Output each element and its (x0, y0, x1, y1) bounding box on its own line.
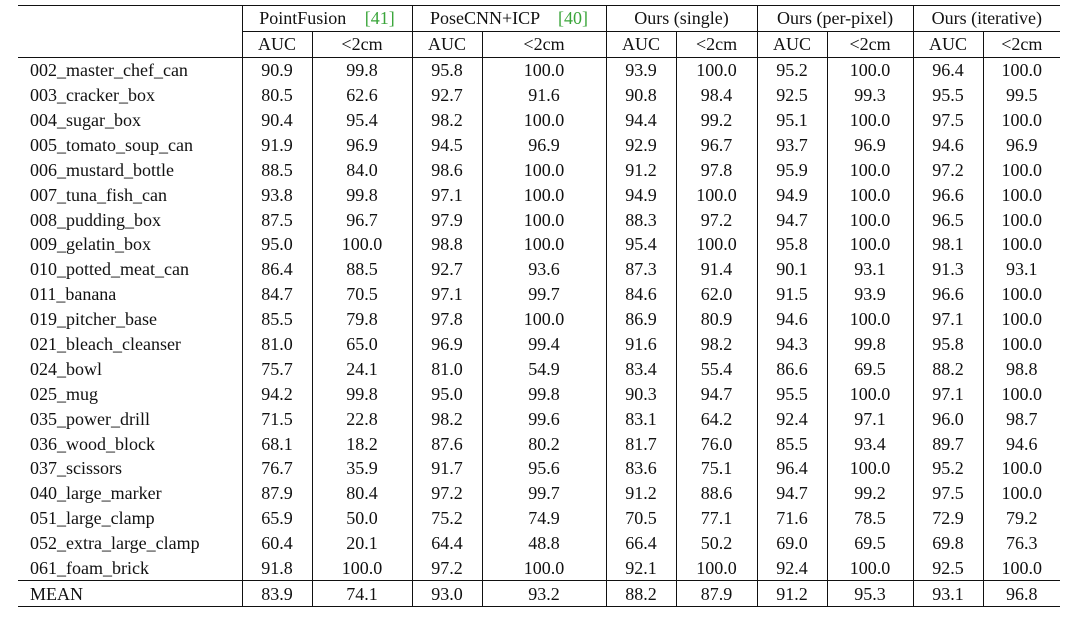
table-row (18, 456, 1060, 481)
auc-value: 95.2 (757, 57, 827, 82)
auc-value: 93.0 (412, 581, 482, 607)
auc-value: 95.5 (913, 83, 983, 108)
auc-value: 98.6 (412, 157, 482, 182)
auc-value: 87.9 (242, 481, 312, 506)
auc-value: 75.2 (412, 506, 482, 531)
under-2cm-value: 91.4 (676, 257, 757, 282)
table-row (18, 307, 1060, 332)
auc-value: 96.6 (913, 282, 983, 307)
table-body (18, 57, 1060, 607)
auc-value: 66.4 (606, 531, 676, 556)
auc-value: 91.7 (412, 456, 482, 481)
auc-value: 93.9 (606, 57, 676, 82)
method-header-pointfusion (242, 6, 412, 32)
under-2cm-value: 93.4 (827, 431, 913, 456)
method-name: PoseCNN+ICP (430, 8, 540, 29)
auc-value: 92.4 (757, 406, 827, 431)
auc-value: 95.0 (242, 232, 312, 257)
auc-value: 91.6 (606, 332, 676, 357)
auc-value: 96.5 (913, 207, 983, 232)
under-2cm-value: 80.9 (676, 307, 757, 332)
object-name: 025_mug (18, 381, 242, 406)
results-table (18, 5, 1060, 607)
auc-value: 90.4 (242, 108, 312, 133)
object-name: 035_power_drill (18, 406, 242, 431)
metric-header-row (18, 31, 1060, 57)
auc-value: 94.9 (757, 182, 827, 207)
under-2cm-value: 100.0 (312, 556, 412, 581)
under-2cm-value: 100.0 (676, 232, 757, 257)
under-2cm-value: 96.7 (312, 207, 412, 232)
metric-2cm-header: <2cm (983, 31, 1060, 57)
under-2cm-value: 100.0 (827, 307, 913, 332)
under-2cm-value: 75.1 (676, 456, 757, 481)
metric-2cm-header: <2cm (827, 31, 913, 57)
auc-value: 97.1 (412, 282, 482, 307)
under-2cm-value: 100.0 (1001, 383, 1043, 404)
under-2cm-value: 100.0 (1001, 309, 1043, 330)
auc-value: 81.0 (242, 332, 312, 357)
under-2cm-value: 79.8 (312, 307, 412, 332)
under-2cm-value: 99.7 (482, 282, 606, 307)
auc-value: 88.5 (242, 157, 312, 182)
auc-value: 68.1 (242, 431, 312, 456)
under-2cm-value: 100.0 (827, 157, 913, 182)
object-name: 061_foam_brick (18, 556, 242, 581)
auc-value: 84.6 (606, 282, 676, 307)
under-2cm-value: 74.1 (312, 581, 412, 607)
under-2cm-value: 99.5 (1006, 85, 1038, 106)
auc-value: 81.7 (606, 431, 676, 456)
auc-value: 83.1 (606, 406, 676, 431)
auc-value: 96.6 (913, 182, 983, 207)
auc-value: 97.2 (412, 481, 482, 506)
header-blank (18, 31, 242, 57)
metric-2cm-header: <2cm (482, 31, 606, 57)
table-row (18, 132, 1060, 157)
under-2cm-value: 95.6 (482, 456, 606, 481)
auc-value: 71.6 (757, 506, 827, 531)
under-2cm-value: 93.1 (827, 257, 913, 282)
auc-value: 91.3 (913, 257, 983, 282)
table-row (18, 481, 1060, 506)
under-2cm-value: 97.8 (676, 157, 757, 182)
object-name: 006_mustard_bottle (18, 157, 242, 182)
object-name: 037_scissors (18, 456, 242, 481)
table-row (18, 83, 1060, 108)
metric-auc-header: AUC (913, 31, 983, 57)
under-2cm-value: 50.0 (312, 506, 412, 531)
auc-value: 90.8 (606, 83, 676, 108)
auc-value: 95.1 (757, 108, 827, 133)
under-2cm-value: 100.0 (1001, 284, 1043, 305)
under-2cm-value: 99.7 (482, 481, 606, 506)
auc-value: 95.9 (757, 157, 827, 182)
auc-value: 97.8 (412, 307, 482, 332)
auc-value: 97.1 (913, 381, 983, 406)
table-row (18, 332, 1060, 357)
under-2cm-value: 100.0 (1001, 458, 1043, 479)
table-row (18, 356, 1060, 381)
auc-value: 95.8 (412, 57, 482, 82)
under-2cm-value: 93.2 (482, 581, 606, 607)
auc-value: 97.5 (913, 108, 983, 133)
metric-auc-header: AUC (412, 31, 482, 57)
method-name: Ours (iterative) (931, 8, 1043, 29)
under-2cm-value: 78.5 (827, 506, 913, 531)
auc-value: 96.4 (913, 57, 983, 82)
auc-value: 91.2 (757, 581, 827, 607)
under-2cm-value: 100.0 (482, 57, 606, 82)
table-row (18, 381, 1060, 406)
under-2cm-value: 96.8 (983, 581, 1060, 607)
table-row (18, 182, 1060, 207)
under-2cm-value: 93.9 (827, 282, 913, 307)
auc-value: 97.5 (913, 481, 983, 506)
auc-value: 97.1 (913, 307, 983, 332)
under-2cm-value: 100.0 (1001, 110, 1043, 130)
auc-value: 75.7 (242, 356, 312, 381)
object-name: 003_cracker_box (18, 83, 242, 108)
auc-value: 95.0 (412, 381, 482, 406)
auc-value: 83.6 (606, 456, 676, 481)
auc-value: 60.4 (242, 531, 312, 556)
object-name: 021_bleach_cleanser (18, 332, 242, 357)
under-2cm-value: 98.2 (676, 332, 757, 357)
under-2cm-value: 70.5 (312, 282, 412, 307)
auc-value: 87.5 (242, 207, 312, 232)
auc-value: 91.5 (757, 282, 827, 307)
under-2cm-value: 95.4 (312, 108, 412, 133)
under-2cm-value: 18.2 (312, 431, 412, 456)
under-2cm-value: 100.0 (827, 232, 913, 257)
auc-value: 90.3 (606, 381, 676, 406)
auc-value: 76.7 (242, 456, 312, 481)
auc-value: 95.8 (913, 332, 983, 357)
object-name: 036_wood_block (18, 431, 242, 456)
under-2cm-value: 99.3 (827, 83, 913, 108)
auc-value: 83.4 (606, 356, 676, 381)
auc-value: 69.8 (913, 531, 983, 556)
under-2cm-value: 100.0 (676, 57, 757, 82)
auc-value: 90.1 (757, 257, 827, 282)
metric-2cm-header: <2cm (676, 31, 757, 57)
auc-value: 90.9 (242, 57, 312, 82)
under-2cm-value: 100.0 (482, 232, 606, 257)
auc-value: 98.1 (913, 232, 983, 257)
object-name: 002_master_chef_can (18, 57, 242, 82)
auc-value: 94.6 (757, 307, 827, 332)
auc-value: 64.4 (412, 531, 482, 556)
auc-value: 94.7 (757, 207, 827, 232)
under-2cm-value: 100.0 (827, 456, 913, 481)
auc-value: 91.9 (242, 132, 312, 157)
table-row (18, 506, 1060, 531)
auc-value: 96.9 (412, 332, 482, 357)
metric-2cm-header: <2cm (312, 31, 412, 57)
auc-value: 94.5 (412, 132, 482, 157)
under-2cm-value: 97.1 (827, 406, 913, 431)
table-row (18, 556, 1060, 581)
auc-value: 98.8 (412, 232, 482, 257)
auc-value: 81.0 (412, 356, 482, 381)
under-2cm-value: 88.6 (676, 481, 757, 506)
under-2cm-value: 35.9 (312, 456, 412, 481)
under-2cm-value: 96.7 (676, 132, 757, 157)
under-2cm-value: 24.1 (312, 356, 412, 381)
under-2cm-value: 99.2 (676, 108, 757, 133)
under-2cm-value: 100.0 (1001, 234, 1043, 255)
under-2cm-value: 74.9 (482, 506, 606, 531)
table-row (18, 57, 1060, 82)
auc-value: 83.9 (242, 581, 312, 607)
table-row (18, 257, 1060, 282)
auc-value: 86.4 (242, 257, 312, 282)
under-2cm-value: 100.0 (827, 381, 913, 406)
method-name: PointFusion (259, 8, 347, 29)
under-2cm-value: 93.1 (1006, 259, 1038, 280)
table-row (18, 531, 1060, 556)
auc-value: 91.2 (606, 481, 676, 506)
under-2cm-value: 100.0 (1001, 184, 1043, 205)
object-name: 005_tomato_soup_can (18, 132, 242, 157)
under-2cm-value: 65.0 (312, 332, 412, 357)
under-2cm-value: 100.0 (482, 157, 606, 182)
auc-value: 94.3 (757, 332, 827, 357)
under-2cm-value: 96.9 (827, 132, 913, 157)
under-2cm-value: 79.2 (1006, 508, 1038, 529)
auc-value: 70.5 (606, 506, 676, 531)
under-2cm-value: 99.8 (312, 182, 412, 207)
auc-value: 92.7 (412, 257, 482, 282)
auc-value: 92.9 (606, 132, 676, 157)
auc-value: 97.9 (412, 207, 482, 232)
object-name: 010_potted_meat_can (18, 257, 242, 282)
under-2cm-value: 98.4 (676, 83, 757, 108)
auc-value: 95.4 (606, 232, 676, 257)
table-row (18, 207, 1060, 232)
under-2cm-value: 62.0 (676, 282, 757, 307)
method-header-ours-per-pixel (757, 6, 913, 32)
auc-value: 96.4 (757, 456, 827, 481)
auc-value: 94.2 (242, 381, 312, 406)
auc-value: 88.2 (606, 581, 676, 607)
method-header-posecnn (412, 6, 606, 32)
under-2cm-value: 97.2 (676, 207, 757, 232)
object-name: 007_tuna_fish_can (18, 182, 242, 207)
auc-value: 95.5 (757, 381, 827, 406)
auc-value: 72.9 (913, 506, 983, 531)
method-ref-link[interactable]: [40] (558, 8, 589, 29)
under-2cm-value: 76.3 (1006, 533, 1038, 554)
auc-value: 97.1 (412, 182, 482, 207)
auc-value: 91.8 (242, 556, 312, 581)
method-name: Ours (single) (634, 8, 729, 29)
table-row (18, 157, 1060, 182)
under-2cm-value: 100.0 (827, 207, 913, 232)
auc-value: 87.3 (606, 257, 676, 282)
auc-value: 88.3 (606, 207, 676, 232)
object-name: 004_sugar_box (18, 108, 242, 133)
object-name: 040_large_marker (18, 481, 242, 506)
under-2cm-value: 100.0 (482, 556, 606, 581)
under-2cm-value: 80.2 (482, 431, 606, 456)
under-2cm-value: 100.0 (827, 182, 913, 207)
auc-value: 92.4 (757, 556, 827, 581)
under-2cm-value: 100.0 (676, 182, 757, 207)
mean-label: MEAN (18, 581, 242, 607)
under-2cm-value: 100.0 (827, 556, 913, 581)
auc-value: 80.5 (242, 83, 312, 108)
method-name: Ours (per-pixel) (776, 8, 894, 29)
header-blank (18, 6, 242, 32)
under-2cm-value: 64.2 (676, 406, 757, 431)
under-2cm-value: 100.0 (1001, 334, 1043, 355)
under-2cm-value: 69.5 (827, 356, 913, 381)
results-table-container (18, 5, 1060, 607)
under-2cm-value: 87.9 (676, 581, 757, 607)
under-2cm-value: 55.4 (676, 356, 757, 381)
auc-value: 88.2 (913, 356, 983, 381)
auc-value: 93.8 (242, 182, 312, 207)
under-2cm-value: 95.3 (827, 581, 913, 607)
under-2cm-value: 98.8 (1006, 358, 1038, 379)
method-header-ours-single (606, 6, 757, 32)
under-2cm-value: 93.6 (482, 257, 606, 282)
auc-value: 94.9 (606, 182, 676, 207)
under-2cm-value: 96.9 (482, 132, 606, 157)
under-2cm-value: 94.7 (676, 381, 757, 406)
under-2cm-value: 99.8 (312, 381, 412, 406)
under-2cm-value: 100.0 (312, 232, 412, 257)
metric-auc-header: AUC (606, 31, 676, 57)
object-name: 019_pitcher_base (18, 307, 242, 332)
under-2cm-value: 96.9 (312, 132, 412, 157)
auc-value: 95.8 (757, 232, 827, 257)
auc-value: 91.2 (606, 157, 676, 182)
under-2cm-value: 100.0 (1001, 209, 1043, 230)
table-row (18, 282, 1060, 307)
under-2cm-value: 100.0 (482, 182, 606, 207)
under-2cm-value: 96.9 (1006, 134, 1038, 155)
method-header-row (18, 6, 1060, 32)
under-2cm-value: 99.2 (827, 481, 913, 506)
auc-value: 89.7 (913, 431, 983, 456)
under-2cm-value: 100.0 (1001, 558, 1043, 579)
method-header-ours-iterative (913, 6, 1060, 32)
auc-value: 97.2 (412, 556, 482, 581)
auc-value: 94.6 (913, 132, 983, 157)
auc-value: 71.5 (242, 406, 312, 431)
auc-value: 86.9 (606, 307, 676, 332)
auc-value: 97.2 (913, 157, 983, 182)
auc-value: 93.1 (913, 581, 983, 607)
under-2cm-value: 100.0 (1001, 483, 1043, 504)
under-2cm-value: 69.5 (827, 531, 913, 556)
auc-value: 85.5 (757, 431, 827, 456)
object-name: 008_pudding_box (18, 207, 242, 232)
auc-value: 86.6 (757, 356, 827, 381)
under-2cm-value: 99.6 (482, 406, 606, 431)
under-2cm-value: 100.0 (482, 108, 606, 133)
auc-value: 84.7 (242, 282, 312, 307)
under-2cm-value: 48.8 (482, 531, 606, 556)
under-2cm-value: 100.0 (1001, 60, 1043, 81)
object-name: 051_large_clamp (18, 506, 242, 531)
table-row (18, 431, 1060, 456)
object-name: 009_gelatin_box (18, 232, 242, 257)
mean-row (18, 581, 1060, 607)
object-name: 052_extra_large_clamp (18, 531, 242, 556)
under-2cm-value: 20.1 (312, 531, 412, 556)
under-2cm-value: 100.0 (827, 108, 913, 133)
under-2cm-value: 62.6 (312, 83, 412, 108)
auc-value: 92.5 (757, 83, 827, 108)
under-2cm-value: 94.6 (1006, 433, 1038, 454)
auc-value: 98.2 (412, 406, 482, 431)
auc-value: 92.1 (606, 556, 676, 581)
under-2cm-value: 99.8 (312, 57, 412, 82)
auc-value: 94.7 (757, 481, 827, 506)
method-ref-link[interactable]: [41] (364, 8, 395, 29)
under-2cm-value: 54.9 (482, 356, 606, 381)
under-2cm-value: 99.4 (482, 332, 606, 357)
under-2cm-value: 100.0 (482, 207, 606, 232)
auc-value: 93.7 (757, 132, 827, 157)
auc-value: 65.9 (242, 506, 312, 531)
auc-value: 98.2 (412, 108, 482, 133)
under-2cm-value: 50.2 (676, 531, 757, 556)
under-2cm-value: 99.8 (827, 332, 913, 357)
auc-value: 95.2 (913, 456, 983, 481)
under-2cm-value: 22.8 (312, 406, 412, 431)
auc-value: 92.7 (412, 83, 482, 108)
under-2cm-value: 91.6 (482, 83, 606, 108)
auc-value: 69.0 (757, 531, 827, 556)
auc-value: 87.6 (412, 431, 482, 456)
under-2cm-value: 98.7 (1006, 408, 1038, 429)
auc-value: 85.5 (242, 307, 312, 332)
under-2cm-value: 99.8 (482, 381, 606, 406)
table-row (18, 232, 1060, 257)
under-2cm-value: 84.0 (312, 157, 412, 182)
auc-value: 96.0 (913, 406, 983, 431)
under-2cm-value: 76.0 (676, 431, 757, 456)
metric-auc-header: AUC (757, 31, 827, 57)
under-2cm-value: 88.5 (312, 257, 412, 282)
object-name: 011_banana (18, 282, 242, 307)
under-2cm-value: 77.1 (676, 506, 757, 531)
under-2cm-value: 80.4 (312, 481, 412, 506)
metric-auc-header: AUC (242, 31, 312, 57)
auc-value: 94.4 (606, 108, 676, 133)
under-2cm-value: 100.0 (676, 556, 757, 581)
under-2cm-value: 100.0 (482, 307, 606, 332)
under-2cm-value: 100.0 (827, 57, 913, 82)
under-2cm-value: 100.0 (1001, 159, 1043, 180)
auc-value: 92.5 (913, 556, 983, 581)
table-row (18, 108, 1060, 133)
table-row (18, 406, 1060, 431)
object-name: 024_bowl (18, 356, 242, 381)
